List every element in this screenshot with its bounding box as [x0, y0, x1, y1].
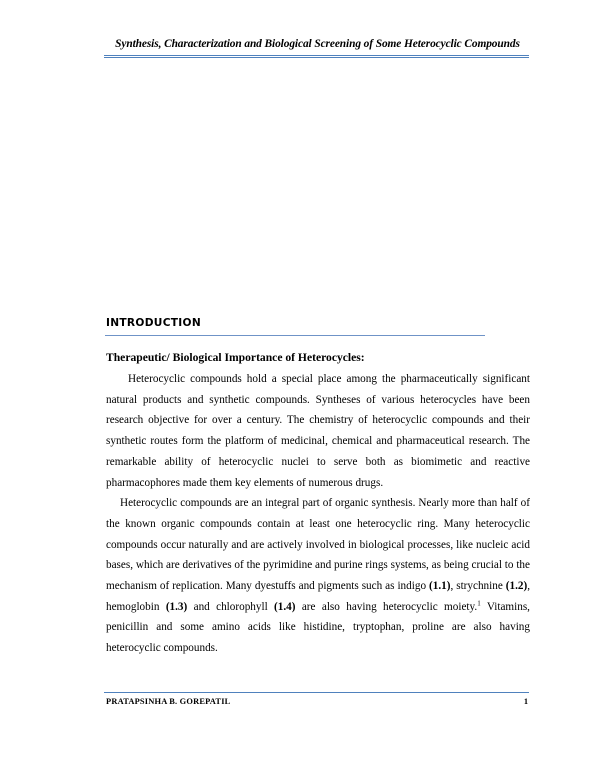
page-number: 1 — [523, 697, 528, 706]
subheading: Therapeutic/ Biological Importance of Heterocycles: — [106, 351, 365, 364]
running-header: Synthesis, Characterization and Biological Screening of Some Heterocyclic Compounds — [115, 38, 520, 50]
paragraph-2 — [106, 493, 530, 659]
paragraph-2-text: , strychnine — [450, 580, 506, 593]
citation-superscript: 1 — [477, 599, 481, 607]
paragraph-2-text: and chlorophyll — [187, 600, 275, 613]
footer-author: PRATAPSINHA B. GOREPATIL — [106, 697, 231, 706]
compound-ref-strychnine: (1.2) — [505, 580, 528, 593]
compound-ref-chlorophyll: (1.4) — [274, 600, 296, 613]
paragraph-2-text: Heterocyclic compounds are an integral part of organic synthesis. Nearly more than half of the known organic compounds contain at least one heterocyclic ring. Many heterocyclic compounds occur naturally and are actively involved in biological processes, like nucleic acid bases, which are derivatives of the pyrimidine and purine rings systems, as being crucial to the mechanism of replication. Many dyestuffs and pigments such as indigo — [106, 497, 530, 593]
compound-ref-indigo: (1.1) — [429, 580, 451, 593]
section-title: INTRODUCTION — [106, 317, 202, 329]
paragraph-2-text: Vitamins, penicillin and some amino acids like histidine, tryptophan, proline are also having heterocyclic compounds. — [106, 600, 530, 655]
paragraph-2-text: are also having heterocyclic moiety. — [295, 600, 478, 613]
footer-divider — [104, 692, 529, 693]
section-divider — [105, 335, 485, 336]
body-text — [106, 369, 530, 659]
header-divider — [104, 55, 529, 58]
paragraph-2-text: , hemoglobin — [106, 580, 531, 613]
paragraph-1: Heterocyclic compounds hold a special place among the pharmaceutically significant natural products and synthetic compounds. Syntheses of various heterocycles have been research objective for over a century. The chemistry of heterocyclic compounds and their synthetic routes form the platform of medicinal, chemical and pharmaceutical research. The remarkable ability of heterocyclic nuclei to serve both as biomimetic and reactive pharmacophores made them key elements of numerous drugs. — [106, 373, 530, 489]
compound-ref-hemoglobin: (1.3) — [165, 600, 188, 613]
